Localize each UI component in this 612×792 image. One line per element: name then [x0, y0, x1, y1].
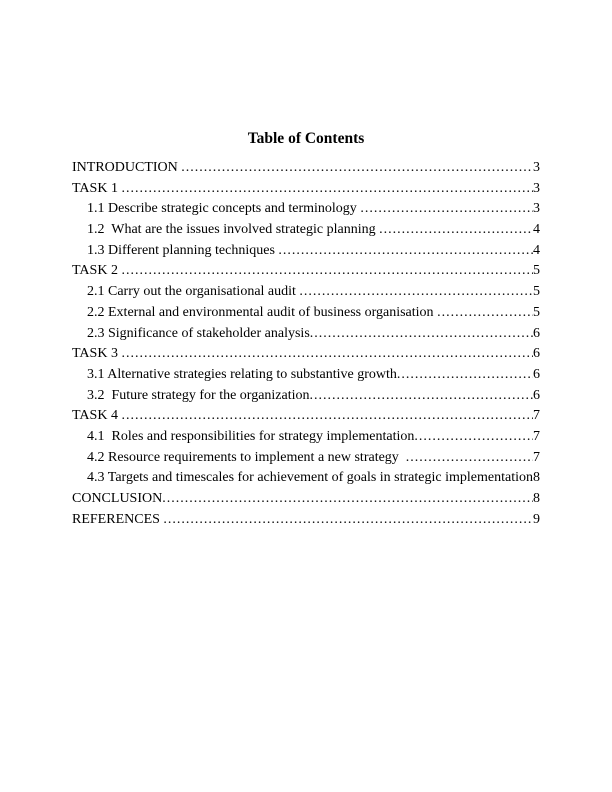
toc-entry-page: 7: [533, 408, 540, 424]
toc-entry-page: 5: [533, 263, 540, 279]
toc-entry-page: 3: [533, 201, 540, 217]
toc-title: Table of Contents: [247, 130, 365, 147]
toc-entry-label: 2.3 Significance of stakeholder analysis: [87, 325, 310, 341]
toc-entry-label: TASK 4: [72, 408, 122, 424]
toc-entry-2-1: [72, 282, 540, 303]
toc-entry-label: TASK 3: [72, 346, 122, 362]
toc-entry-page: 4: [533, 242, 540, 258]
toc-leader-dots: [121, 344, 533, 365]
toc-leader-dots: [121, 406, 533, 427]
toc-entry-task-3: [72, 344, 540, 365]
toc-entry-label: 1.2 What are the issues involved strategic planning: [87, 222, 380, 238]
toc-entry-label: 2.2 External and environmental audit of business organisation: [87, 304, 438, 320]
toc-leader-dots: [379, 220, 533, 241]
toc-entry-conclusion: [72, 489, 540, 510]
toc-entry-page: 3: [533, 180, 540, 196]
toc-leader-dots: [310, 324, 533, 345]
toc-entry-1-2: [72, 220, 540, 241]
toc-entry-4-3: [72, 468, 540, 489]
toc-leader-dots: [121, 261, 533, 282]
toc-entry-page: 4: [533, 222, 540, 238]
toc-entry-1-3: [72, 241, 540, 262]
toc-entry-3-2: [72, 386, 540, 407]
toc-leader-dots: [406, 448, 533, 469]
toc-entry-page: 7: [533, 428, 540, 444]
toc-entry-page: 6: [533, 346, 540, 362]
toc-entry-4-2: [72, 448, 540, 469]
toc-leader-dots: [299, 282, 533, 303]
toc-entry-task-4: [72, 406, 540, 427]
toc-leader-dots: [121, 179, 533, 200]
toc-entry-label: REFERENCES: [72, 511, 164, 527]
toc-entry-page: 7: [533, 449, 540, 465]
toc-entry-label: 4.1 Roles and responsibilities for strategy implementation: [87, 428, 415, 444]
toc-entry-2-2: [72, 303, 540, 324]
toc-leader-dots: [310, 386, 533, 407]
toc-entry-page: 6: [533, 366, 540, 382]
toc-entry-page: 6: [533, 387, 540, 403]
toc-entry-label: TASK 1: [72, 180, 122, 196]
toc-entry-label: 4.2 Resource requirements to implement a new strategy: [87, 449, 406, 465]
toc-entry-label: 1.3 Different planning techniques: [87, 242, 279, 258]
toc-entry-4-1: [72, 427, 540, 448]
toc-leader-dots: [181, 158, 533, 179]
toc-entry-page: 6: [533, 325, 540, 341]
toc-entry-page: 8: [533, 470, 540, 486]
toc-entry-page: 8: [533, 491, 540, 506]
toc-entry-label: 3.2 Future strategy for the organization: [87, 387, 310, 403]
toc-leader-dots: [397, 365, 533, 386]
toc-leader-dots: [162, 489, 533, 510]
toc-entry-label: INTRODUCTION: [72, 160, 182, 175]
toc-leader-dots: [163, 510, 533, 531]
toc-entry-task-2: [72, 261, 540, 282]
toc-entry-label: TASK 2: [72, 263, 122, 279]
toc-entry-page: 9: [533, 511, 540, 527]
toc-entry-label: 4.3 Targets and timescales for achievement of goals in strategic implementation: [87, 470, 533, 486]
toc-entry-references: [72, 510, 540, 531]
toc-entry-label: 3.1 Alternative strategies relating to substantive growth: [87, 366, 397, 382]
toc-entry-label: 2.1 Carry out the organisational audit: [87, 284, 300, 300]
toc-leader-dots: [437, 303, 533, 324]
toc-entry-2-3: [72, 324, 540, 345]
toc-leader-dots: [360, 199, 533, 220]
toc-entry-3-1: [72, 365, 540, 386]
toc-list: [72, 158, 540, 530]
toc-entry-page: 5: [533, 304, 540, 320]
toc-entry-page: 3: [533, 160, 540, 175]
toc-entry-label: 1.1 Describe strategic concepts and terminology: [87, 201, 361, 217]
toc-entry-introduction: [72, 158, 540, 179]
toc-entry-page: 5: [533, 284, 540, 300]
toc-leader-dots: [414, 427, 533, 448]
toc-entry-label: CONCLUSION: [72, 491, 163, 506]
toc-leader-dots: [278, 241, 533, 262]
toc-entry-task-1: [72, 179, 540, 200]
toc-entry-1-1: [72, 199, 540, 220]
